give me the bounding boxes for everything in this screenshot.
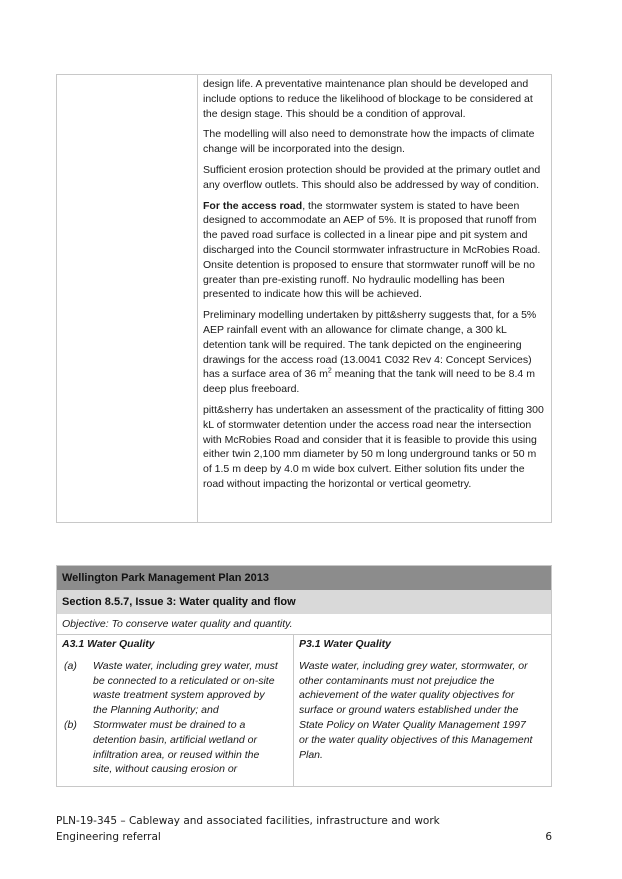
acceptable-solution-column bbox=[57, 635, 294, 787]
management-plan-table bbox=[56, 565, 552, 787]
assessment-table-comments bbox=[203, 77, 547, 498]
objective-row: Objective: To conserve water quality and quantity. bbox=[57, 614, 551, 635]
paragraph-preliminary-modelling bbox=[203, 308, 547, 397]
footer-document-title: PLN-19-345 – Cableway and associated facilities, infrastructure and work bbox=[56, 815, 440, 827]
performance-criteria-column bbox=[294, 635, 551, 787]
paragraph-design-life: design life. A preventative maintenance plan should be developed and include options to reduce the likelihood of blockage to be considered at the design stage. This should be a condition of approval. bbox=[203, 78, 533, 120]
access-road-heading: For the access road bbox=[203, 199, 303, 212]
performance-criteria-heading: P3.1 Water Quality bbox=[299, 638, 392, 650]
access-road-text: , the stormwater system is stated to have been designed to accommodate an AEP of 5%. It is proposed that runoff from the paved road surface is collected in a linear pipe and pit system and discharged into the Council stormwater infrastructure in McRobies Road. Onsite detention is proposed to ensure that stormwater runoff will be no greater than pre-existing runoff. No hydraulic modelling has been presented to indicate how this will be achieved. bbox=[203, 199, 541, 301]
paragraph-assessment: pitt&sherry has undertaken an assessment of the practicality of fitting 300 kL of stormwater detention under the access road near the intersection with McRobies Road and consider that it is feasible to provide this using either twin 2,100 mm diameter by 50 m long underground tanks or 50 m of 1.5 m deep by 4.0 m wide box culvert. Either solution fits under the road without impacting the horizontal or vertical geometry. bbox=[203, 403, 544, 490]
assessment-table-continued bbox=[56, 74, 552, 523]
list-item bbox=[57, 718, 293, 777]
list-item-text: Waste water, including grey water, must be connected to a reticulated or on-site waste treatment system approved by the Planning Authority; and bbox=[93, 659, 278, 717]
acceptable-solution-heading: A3.1 Water Quality bbox=[62, 638, 155, 650]
list-item bbox=[57, 659, 293, 718]
footer-document-subtitle: Engineering referral bbox=[56, 831, 161, 843]
plan-title: Wellington Park Management Plan 2013 bbox=[57, 566, 551, 590]
performance-criteria-text: Waste water, including grey water, stormwater, or other contaminants must not prejudice the achievement of the water quality objectives for surface or ground waters established under the State Policy on Water Quality Management 1997 or the water quality objectives of this Management Plan. bbox=[299, 659, 533, 761]
paragraph-erosion-protection: Sufficient erosion protection should be provided at the primary outlet and any overflow outlets. This should also be addressed by way of condition. bbox=[203, 163, 541, 191]
page-number: 6 bbox=[545, 831, 552, 843]
paragraph-climate-change: The modelling will also need to demonstrate how the impacts of climate change will be incorporated into the design. bbox=[203, 128, 535, 156]
criteria-columns bbox=[57, 635, 551, 787]
list-item-text: Stormwater must be drained to a detention basin, artificial wetland or infiltration area, or reused within the site, without causing erosion or bbox=[93, 718, 260, 776]
list-item-label: (a) bbox=[64, 659, 77, 672]
superscript-squared: 2 bbox=[327, 367, 332, 375]
section-heading: Section 8.5.7, Issue 3: Water quality and flow bbox=[57, 590, 551, 614]
assessment-table-left-column bbox=[57, 75, 198, 522]
page-footer bbox=[56, 813, 552, 845]
preliminary-text: Preliminary modelling undertaken by pitt&sherry suggests that, for a 5% AEP rainfall event with an allowance for climate change, a 300 kL detention tank will be required. The tank depicted on the engineering drawings for the access road (13.0041 C032 Rev 4: Concept Services) has a surface area of 36 m bbox=[203, 309, 537, 381]
paragraph-access-road bbox=[203, 199, 547, 303]
list-item-label: (b) bbox=[64, 718, 77, 731]
preliminary-text-end: meaning that the tank will need to be 8.4 m deep plus freeboard. bbox=[203, 368, 535, 396]
